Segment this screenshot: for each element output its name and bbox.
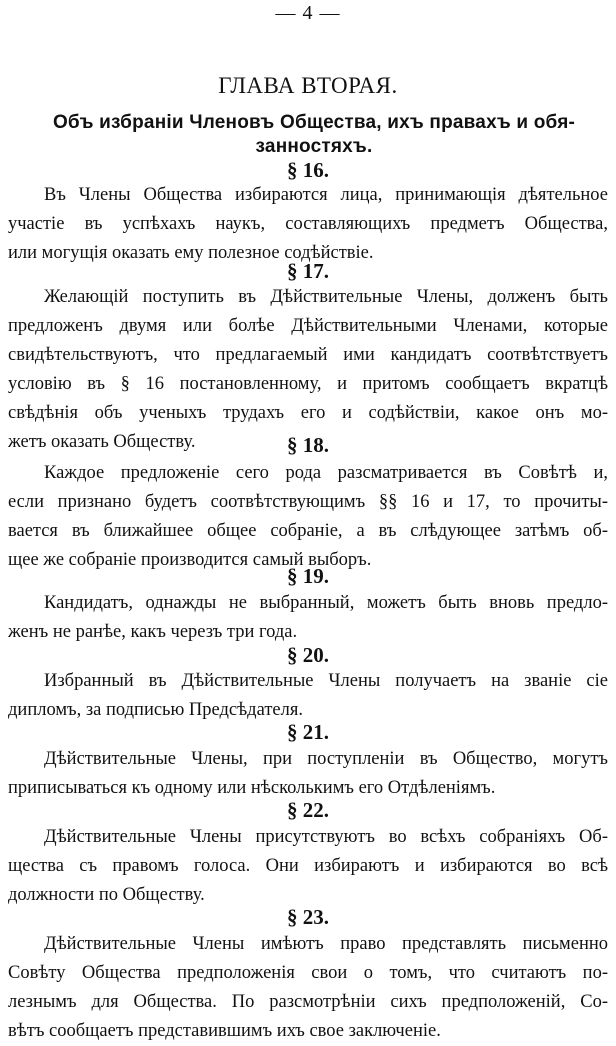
text-line: Дѣйствительные Члены имѣютъ право представлять письменно <box>44 934 608 954</box>
section-body-20 <box>8 667 608 725</box>
section-heading-17: § 17. <box>287 259 329 283</box>
text-line: Совѣту Общества предположенiя свои о томъ, что считаютъ по- <box>8 963 608 983</box>
text-line: Желающiй поступить въ Дѣйствительные Члены, долженъ быть <box>44 287 608 307</box>
text-line: свидѣтельствуютъ, что предлагаемый ими кандидатъ соотвѣтствуетъ <box>8 345 608 365</box>
text-line: щее же собранiе производится самый выборъ. <box>8 550 372 570</box>
section-heading-21: § 21. <box>287 720 329 744</box>
text-line: вѣтъ сообщаетъ представившимъ ихъ свое заключенiе. <box>8 1021 441 1041</box>
section-body-18 <box>8 459 608 575</box>
section-heading-16: § 16. <box>287 158 329 182</box>
section-body-22 <box>8 823 608 910</box>
text-line: лезнымъ для Общества. По разсмотрѣнiи сихъ предположенiй, Со- <box>8 992 608 1012</box>
section-body-23 <box>8 930 608 1046</box>
section-body-21 <box>8 745 608 803</box>
text-line: условiю въ § 16 постановленному, и притомъ сообщаетъ вкратцѣ <box>8 374 608 394</box>
text-line: вается въ ближайшее общее собранiе, а въ слѣдующее затѣмъ об- <box>8 521 608 541</box>
text-line: Дѣйствительные Члены, при поступленiи въ Общество, могутъ <box>44 749 608 769</box>
text-line: должности по Обществу. <box>8 885 205 905</box>
subtitle-line: занностяхъ. <box>255 136 373 157</box>
text-line: приписываться къ одному или нѣсколькимъ его Отдѣленiямъ. <box>8 778 496 798</box>
section-heading-23: § 23. <box>287 905 329 929</box>
text-line: Въ Члены Общества избираются лица, принимающiя дѣятельное <box>44 185 608 205</box>
section-heading-22: § 22. <box>287 798 329 822</box>
text-line: дипломъ, за подписью Предсѣдателя. <box>8 700 303 720</box>
section-body-16 <box>8 181 608 268</box>
chapter-title: ГЛАВА ВТОРАЯ. <box>218 73 398 98</box>
text-line: если признано будетъ соотвѣтствующимъ §§ 16 и 17, то прочиты- <box>8 492 608 512</box>
section-heading-20: § 20. <box>287 643 329 667</box>
section-heading-18: § 18. <box>287 433 329 457</box>
section-heading-19: § 19. <box>287 564 329 588</box>
section-body-19 <box>8 589 608 647</box>
text-line: Дѣйствительные Члены присутствуютъ во всѣхъ собранiяхъ Об- <box>44 827 608 847</box>
text-line: щества съ правомъ голоса. Они избираютъ и избираются во всѣ <box>8 856 608 876</box>
section-body-17 <box>8 283 608 457</box>
text-line: предложенъ двумя или болѣе Дѣйствительными Членами, которые <box>8 316 608 336</box>
text-line: участiе въ успѣхахъ наукъ, составляющихъ предметъ Общества, <box>8 214 608 234</box>
chapter-subtitle <box>16 111 612 159</box>
text-line: или могущiя оказать ему полезное содѣйствiе. <box>8 243 374 263</box>
text-line: жетъ оказать Обществу. <box>8 432 196 452</box>
text-line: свѣдѣнiя объ ученыхъ трудахъ его и содѣйствiи, какое онъ мо- <box>8 403 608 423</box>
text-line: женъ не ранѣе, какъ черезъ три года. <box>8 622 298 642</box>
text-line: Каждое предложенiе сего рода разсматривается въ Совѣтѣ и, <box>44 463 608 483</box>
text-line: Избранный въ Дѣйствительные Члены получаетъ на званiе сiе <box>44 671 608 691</box>
text-line: Кандидатъ, однажды не выбранный, можетъ быть вновь предло- <box>44 593 608 613</box>
subtitle-line: Объ избранiи Членовъ Общества, ихъ правахъ и обя- <box>52 112 576 133</box>
page-number: — 4 — <box>275 2 341 24</box>
